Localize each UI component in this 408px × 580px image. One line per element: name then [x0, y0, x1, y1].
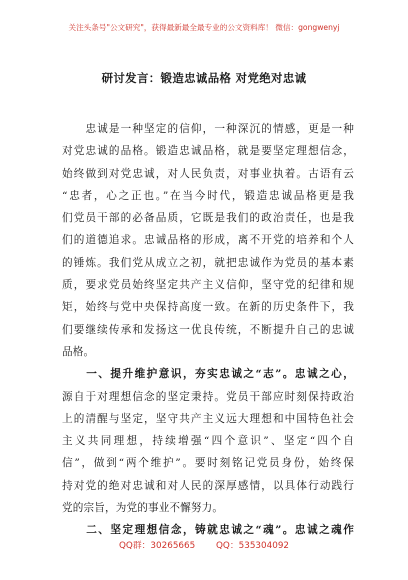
body-line: 对党忠诚的品格。锻造忠诚品格，就是要坚定理想信念，	[62, 145, 354, 158]
body-line: 们要继续传承和发扬这一优良传统，不断提升自己的忠诚	[62, 323, 354, 336]
body-line: 党的宗旨，为党的事业不懈努力。	[62, 502, 224, 515]
body-line: 的锤炼。我们党从成立之初，就把忠诚作为党员的基本素	[62, 256, 354, 269]
body-line: 质，要求党员始终坚定共产主义信仰，坚守党的纪律和规	[62, 279, 354, 292]
section-heading-line: 二、坚定理想信念，铸就忠诚之“魂”。忠诚之魂作	[62, 524, 354, 537]
body-line: 源自于对理想信念的坚定秉持。党员干部应时刻保持政治	[62, 390, 354, 403]
body-line: 信”，做到“两个维护”。要时刻铭记党员身份，始终保	[62, 457, 354, 470]
body-line: 矩，始终与党中央保持高度一致。在新的历史条件下，我	[62, 301, 354, 314]
body-line: 始终做到对党忠诚，对人民负责，对事业执着。古语有云	[62, 167, 354, 180]
body-line: 上的清醒与坚定，坚守共产主义远大理想和中国特色社会	[62, 412, 354, 425]
document-title: 研讨发言：锻造忠诚品格 对党绝对忠诚	[101, 71, 307, 85]
footer-note: QQ群：30265665 QQ：535304092	[118, 541, 290, 551]
body-line: 主义共同理想，持续增强“四个意识”、坚定“四个自	[62, 435, 354, 448]
body-line: 忠诚是一种坚定的信仰，一种深沉的情感，更是一种	[62, 123, 354, 135]
header-note: 关注头条号"公文研究"，获得最新最全最专业的公文资料库！ 微信：gongwenyj	[68, 23, 340, 32]
body-line: 们的道德追求。忠诚品格的形成，离不开党的培养和个人	[62, 234, 354, 247]
section-heading-line: 一、提升维护意识，夯实忠诚之“志”。忠诚之心，	[62, 368, 354, 381]
document-body	[62, 118, 354, 542]
body-line: 品格。	[62, 345, 95, 358]
body-line: “忠者，心之正也。”在当今时代，锻造忠诚品格更是我	[62, 189, 354, 202]
body-line: 们党员干部的必备品质，它既是我们的政治责任，也是我	[62, 212, 354, 225]
body-line: 持对党的绝对忠诚和对人民的深厚感情，以具体行动践行	[62, 479, 354, 492]
